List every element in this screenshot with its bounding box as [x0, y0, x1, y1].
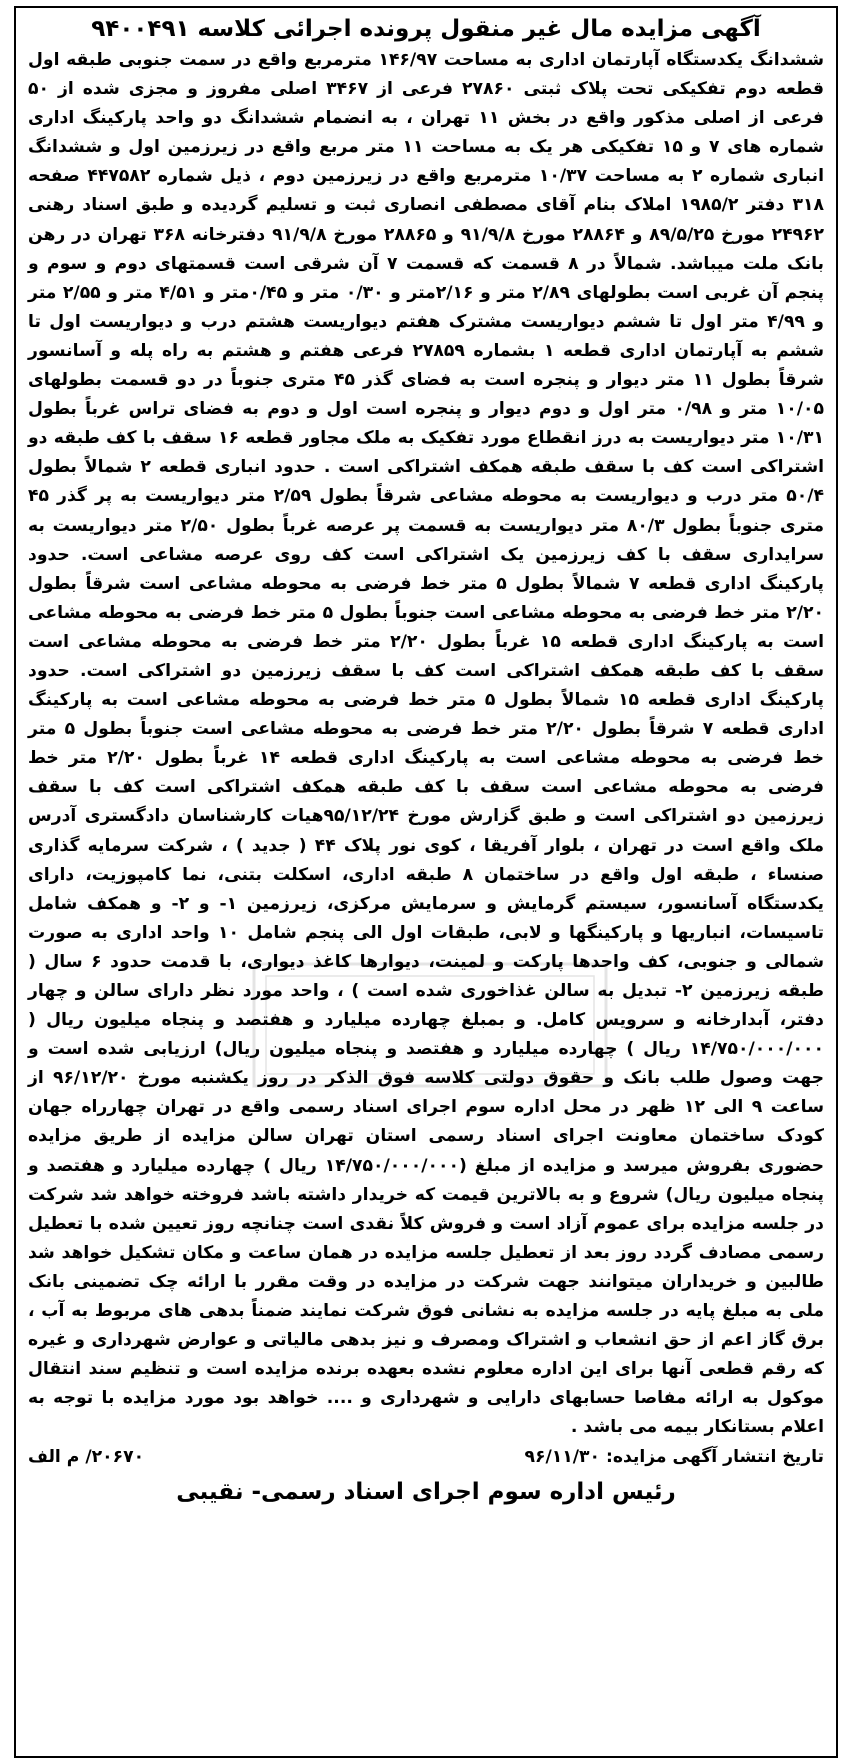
auction-notice — [14, 6, 838, 1758]
notice-code: ۲۰۶۷۰/ م الف — [28, 1446, 145, 1467]
notice-body: ششدانگ یکدستگاه آپارتمان اداری به مساحت ۱۴۶/۹۷ مترمربع واقع در سمت جنوبی طبقه اول قطعه دوم تفکیکی تحت پلاک ثبتی ۲۷۸۶۰ فرعی از ۳۴۶۷ اصلی مفروز و مجزی شده از ۵۰ فرعی از اصلی مذکور واقع در بخش ۱۱ تهران ، به انضمام ششدانگ دو واحد پارکینگ اداری شماره های ۷ و ۱۵ تفکیکی هر یک به مساحت ۱۱ متر مربع واقع در زیرزمین اول و ششدانگ انباری شماره ۲ به مساحت ۱۰/۳۷ مترمربع واقع در زیرزمین دوم ، ذیل شماره ۴۴۷۵۸۲ صفحه ۳۱۸ دفتر ۱۹۸۵/۲ املاک بنام آقای مصطفی انصاری ثبت و تسلیم گردیده و طبق اسناد رهنی ۲۴۹۶۲ مورخ ۸۹/۵/۲۵ و ۲۸۸۶۴ مورخ ۹۱/۹/۸ و ۲۸۸۶۵ مورخ ۹۱/۹/۸ دفترخانه ۳۶۸ تهران در رهن بانک ملت میباشد. شمالاً در ۸ قسمت که قسمت ۷ آن شرقی است قسمتهای دوم و سوم و پنجم آن غربی است بطولهای ۲/۸۹ متر و ۲/۱۶متر و ۰/۳۰ متر و ۰/۴۵متر و ۴/۵۱ متر و ۲/۵۵ متر و ۴/۹۹ متر اول تا ششم دیواریست مشترک هفتم دیواریست هشتم درب و دیواریست اول تا ششم به آپارتمان اداری قطعه ۱ بشماره ۲۷۸۵۹ فرعی هفتم و هشتم به راه پله و آسانسور شرقاً بطول ۱۱ متر دیوار و پنجره است به فضای گذر ۴۵ متری جنوباً در دو قسمت بطولهای ۱۰/۰۵ متر و ۰/۹۸ متر اول و دوم دیوار و پنجره است اول و دوم به فضای تراس غرباً بطول ۱۰/۳۱ متر دیواریست به درز انقطاع مورد تفکیک به ملک مجاور قطعه ۱۶ سقف با کف طبقه دو اشتراکی است کف با سقف طبقه همکف اشتراکی است . حدود انباری قطعه ۲ شمالاً بطول ۵۰/۴ متر درب و دیواریست به محوطه مشاعی شرقاً بطول ۲/۵۹ متر دیواریست به پر گذر ۴۵ متری جنوباً بطول ۸۰/۳ متر دیواریست به قسمت پر عرصه غرباً بطول ۲/۵۰ متر دیواریست به سرایداری سقف با کف زیرزمین یک اشتراکی است کف روی عرصه مشاعی است. حدود پارکینگ اداری قطعه ۷ شمالاً بطول ۵ متر خط فرضی به محوطه مشاعی است شرقاً بطول ۲/۲۰ متر خط فرضی به محوطه مشاعی است جنوباً بطول ۵ متر خط فرضی به محوطه مشاعی است به پارکینگ اداری قطعه ۱۵ غرباً بطول ۲/۲۰ متر خط فرضی به محوطه مشاعی است سقف با کف طبقه همکف اشتراکی است کف با سقف زیرزمین دو اشتراکی است. حدود پارکینگ اداری قطعه ۱۵ شمالاً بطول ۵ متر خط فرضی به محوطه مشاعی است به پارکینگ اداری قطعه ۷ شرقاً بطول ۲/۲۰ متر خط فرضی به محوطه مشاعی است جنوباً بطول ۵ متر خط فرضی به محوطه مشاعی است به پارکینگ اداری قطعه ۱۴ غرباً بطول ۲/۲۰ متر خط فرضی به محوطه مشاعی است سقف با کف طبقه همکف اشتراکی است کف با سقف زیرزمین دو اشتراکی است و طبق گزارش مورخ ۹۵/۱۲/۲۴هیات کارشناسان دادگستری آدرس ملک واقع است در تهران ، بلوار آفریقا ، کوی نور پلاک ۴۴ ( جدید ) ، شرکت سرمایه گذاری صنساء ، طبقه اول واقع در ساختمان ۸ طبقه اداری، اسکلت بتنی، نما کامپوزیت، دارای یکدستگاه آسانسور، سیستم گرمایش و سرمایش مرکزی، زیرزمین ۱- و ۲- و همکف شامل تاسیسات، انباریها و پارکینگها و لابی، طبقات اول الی پنجم شامل ۱۰ واحد اداری به صورت شمالی و جنوبی، کف واحدها پارکت و لمینت، دیوارها کاغذ دیواری، با قدمت حدود ۶ سال ( طبقه زیرزمین ۲- تبدیل به سالن غذاخوری شده است ) ، واحد مورد نظر دارای سالن و چهار دفتر، آبدارخانه و سرویس کامل. و بمبلغ چهارده میلیارد و هفتصد و پنجاه میلیون ریال ( ۱۴/۷۵۰/۰۰۰/۰۰۰ ریال ) چهارده میلیارد و هفتصد و پنجاه میلیون ریال) ارزیابی شده است و جهت وصول طلب بانک و حقوق دولتی کلاسه فوق الذکر در روز یکشنبه مورخ ۹۶/۱۲/۲۰ از ساعت ۹ الی ۱۲ ظهر در محل اداره سوم اجرای اسناد رسمی واقع در تهران چهارراه جهان کودک ساختمان معاونت اجرای اسناد رسمی استان تهران سالن مزایده از طریق مزایده حضوری بفروش میرسد و مزایده از مبلغ (۱۴/۷۵۰/۰۰۰/۰۰۰ ریال ) چهارده میلیارد و هفتصد و پنجاه میلیون ریال) شروع و به بالاترین قیمت که خریدار داشته باشد فروخته خواهد شد شرکت در جلسه مزایده برای عموم آزاد است و فروش کلاً نقدی است چنانچه روز تعیین شده با تعطیل رسمی مصادف گردد روز بعد از تعطیل جلسه مزایده در همان ساعت و مکان تشکیل خواهد شد طالبین و خریداران میتوانند جهت شرکت در مزایده در وقت مقرر با ارائه چک تضمینی بانک ملی به مبلغ پایه در جلسه مزایده به نشانی فوق شرکت نمایند ضمناً بدهی های مربوط به آب ، برق گاز اعم از حق انشعاب و اشتراک ومصرف و نیز بدهی مالیاتی و عوارض شهرداری و غیره که رقم قطعی آنها برای این اداره معلوم نشده بعهده برنده مزایده است و تنظیم سند انتقال موکول به ارائه مفاصا حسابهای دارایی و شهرداری و .... خواهد بود مورد مزایده با توجه به اعلام بستانکار بیمه می باشد . — [28, 50, 825, 1438]
signature-line: رئیس اداره سوم اجرای اسناد رسمی- نقیبی — [176, 1478, 676, 1505]
publish-date: تاریخ انتشار آگهی مزایده: ۹۶/۱۱/۳۰ — [524, 1446, 824, 1467]
notice-meta-row — [28, 1443, 824, 1471]
notice-title: آگهی مزایده مال غیر منقول پرونده اجرائی کلاسه ۹۴۰۰۴۹۱ — [91, 16, 761, 42]
